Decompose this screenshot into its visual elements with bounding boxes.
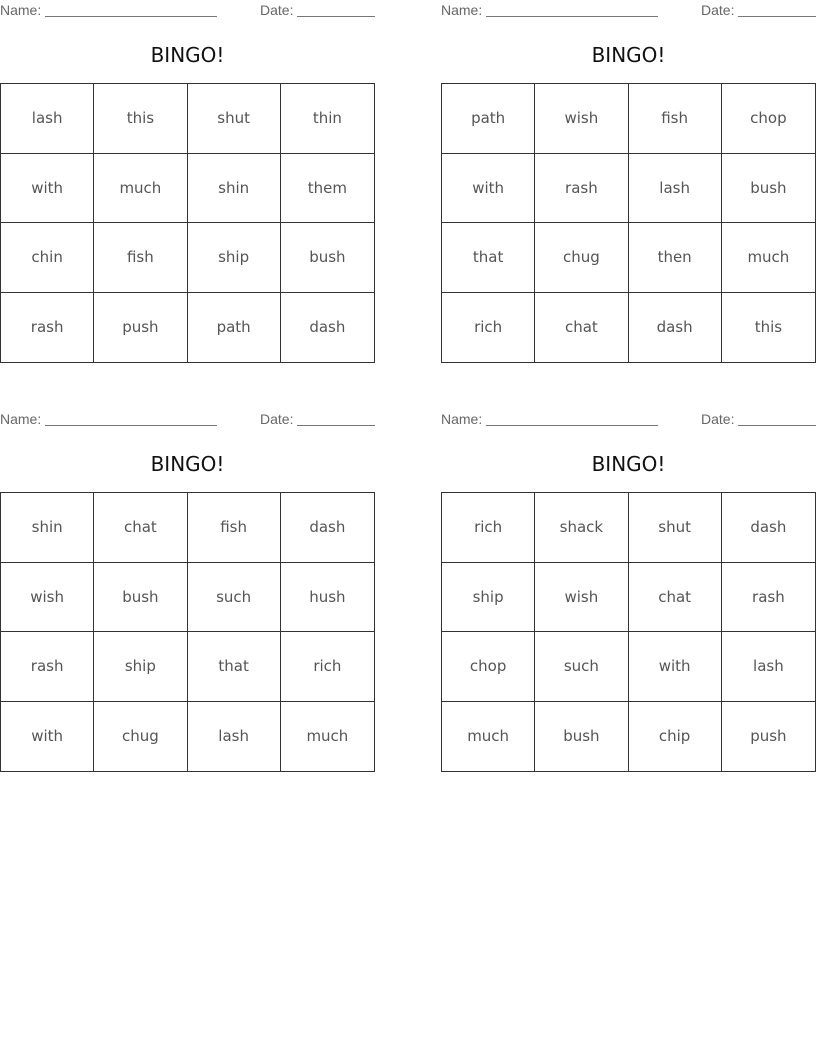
bingo-cell[interactable]: such	[188, 563, 281, 633]
bingo-cell[interactable]: path	[188, 293, 281, 363]
bingo-cell[interactable]: much	[306, 727, 349, 746]
bingo-cell[interactable]: shack	[535, 493, 628, 563]
date-label: Date:	[260, 2, 294, 18]
bingo-cell[interactable]: rash	[1, 293, 94, 363]
bingo-cell[interactable]: lash	[1, 84, 94, 154]
name-label: Name:	[441, 2, 483, 18]
name-blank-line[interactable]	[45, 425, 217, 426]
card-title: BINGO!	[591, 43, 666, 67]
bingo-card	[441, 0, 816, 337]
bingo-cell[interactable]: much	[722, 223, 815, 293]
bingo-cell[interactable]: chop	[722, 84, 815, 154]
bingo-cell[interactable]: wish	[535, 84, 628, 154]
bingo-cell[interactable]: this	[754, 318, 783, 337]
bingo-cell[interactable]: fish	[188, 493, 281, 563]
bingo-cell[interactable]: wish	[1, 563, 94, 633]
card-title: BINGO!	[150, 43, 225, 67]
name-date-row	[441, 409, 816, 429]
bingo-cell[interactable]: chop	[442, 632, 535, 702]
bingo-cell[interactable]: dash	[722, 493, 815, 563]
bingo-cell[interactable]: lash	[629, 154, 722, 224]
date-label: Date:	[260, 411, 294, 427]
bingo-cell[interactable]: dash	[281, 493, 374, 563]
bingo-cell[interactable]: then	[629, 223, 722, 293]
bingo-card	[0, 0, 375, 337]
bingo-cell[interactable]: ship	[188, 223, 281, 293]
bingo-cell[interactable]: chat	[629, 563, 722, 633]
date-blank-line[interactable]	[738, 16, 816, 17]
bingo-cell[interactable]: path	[442, 84, 535, 154]
bingo-cell[interactable]: lash	[188, 702, 281, 772]
bingo-cell[interactable]: shin	[1, 493, 94, 563]
bingo-cell[interactable]: fish	[629, 84, 722, 154]
card-title: BINGO!	[591, 452, 666, 476]
bingo-cell[interactable]: much	[94, 154, 187, 224]
bingo-cell[interactable]: lash	[722, 632, 815, 702]
bingo-cell[interactable]: rich	[442, 493, 535, 563]
bingo-cell[interactable]: dash	[309, 318, 346, 337]
bingo-cell[interactable]: rash	[722, 563, 815, 633]
name-blank-line[interactable]	[486, 16, 658, 17]
date-blank-line[interactable]	[738, 425, 816, 426]
bingo-cell[interactable]: rich	[442, 293, 535, 363]
bingo-cell[interactable]: shin	[188, 154, 281, 224]
name-label: Name:	[441, 411, 483, 427]
name-date-row	[0, 409, 375, 429]
date-label: Date:	[701, 411, 735, 427]
bingo-cell[interactable]: push	[94, 293, 187, 363]
bingo-cell[interactable]: shut	[629, 493, 722, 563]
bingo-cell[interactable]: ship	[442, 563, 535, 633]
bingo-cell[interactable]: rash	[535, 154, 628, 224]
bingo-cell[interactable]: that	[442, 223, 535, 293]
name-label: Name:	[0, 411, 42, 427]
bingo-cell[interactable]: chat	[535, 293, 628, 363]
bingo-grid	[0, 492, 375, 772]
bingo-cell[interactable]: bush	[281, 223, 374, 293]
bingo-cell[interactable]: hush	[281, 563, 374, 633]
bingo-cell[interactable]: them	[281, 154, 374, 224]
bingo-cell[interactable]: with	[442, 154, 535, 224]
bingo-cell[interactable]: such	[535, 632, 628, 702]
bingo-cell[interactable]: chip	[629, 702, 722, 772]
date-label: Date:	[701, 2, 735, 18]
bingo-cell[interactable]: much	[442, 702, 535, 772]
bingo-grid	[441, 83, 816, 363]
bingo-cell[interactable]: chug	[94, 702, 187, 772]
bingo-cell[interactable]: chin	[1, 223, 94, 293]
bingo-cell[interactable]: shut	[188, 84, 281, 154]
bingo-cell[interactable]: chug	[535, 223, 628, 293]
bingo-cell[interactable]: rich	[281, 632, 374, 702]
bingo-cell[interactable]: bush	[94, 563, 187, 633]
bingo-cell[interactable]: push	[750, 727, 787, 746]
bingo-grid	[0, 83, 375, 363]
bingo-cell[interactable]: dash	[629, 293, 722, 363]
name-label: Name:	[0, 2, 42, 18]
card-title: BINGO!	[150, 452, 225, 476]
date-blank-line[interactable]	[297, 16, 375, 17]
bingo-cell[interactable]: with	[629, 632, 722, 702]
bingo-card	[441, 409, 816, 746]
bingo-cell[interactable]: wish	[535, 563, 628, 633]
bingo-cell[interactable]: chat	[94, 493, 187, 563]
bingo-cell[interactable]: that	[188, 632, 281, 702]
bingo-card	[0, 409, 375, 746]
name-date-row	[0, 0, 375, 20]
bingo-cell[interactable]: fish	[94, 223, 187, 293]
name-blank-line[interactable]	[45, 16, 217, 17]
bingo-grid	[441, 492, 816, 772]
bingo-cell[interactable]: with	[1, 702, 94, 772]
name-date-row	[441, 0, 816, 20]
bingo-cell[interactable]: this	[94, 84, 187, 154]
bingo-cell[interactable]: ship	[94, 632, 187, 702]
name-blank-line[interactable]	[486, 425, 658, 426]
bingo-cell[interactable]: bush	[535, 702, 628, 772]
bingo-cell[interactable]: bush	[722, 154, 815, 224]
bingo-cell[interactable]: thin	[281, 84, 374, 154]
bingo-cell[interactable]: rash	[1, 632, 94, 702]
bingo-cell[interactable]: with	[1, 154, 94, 224]
date-blank-line[interactable]	[297, 425, 375, 426]
